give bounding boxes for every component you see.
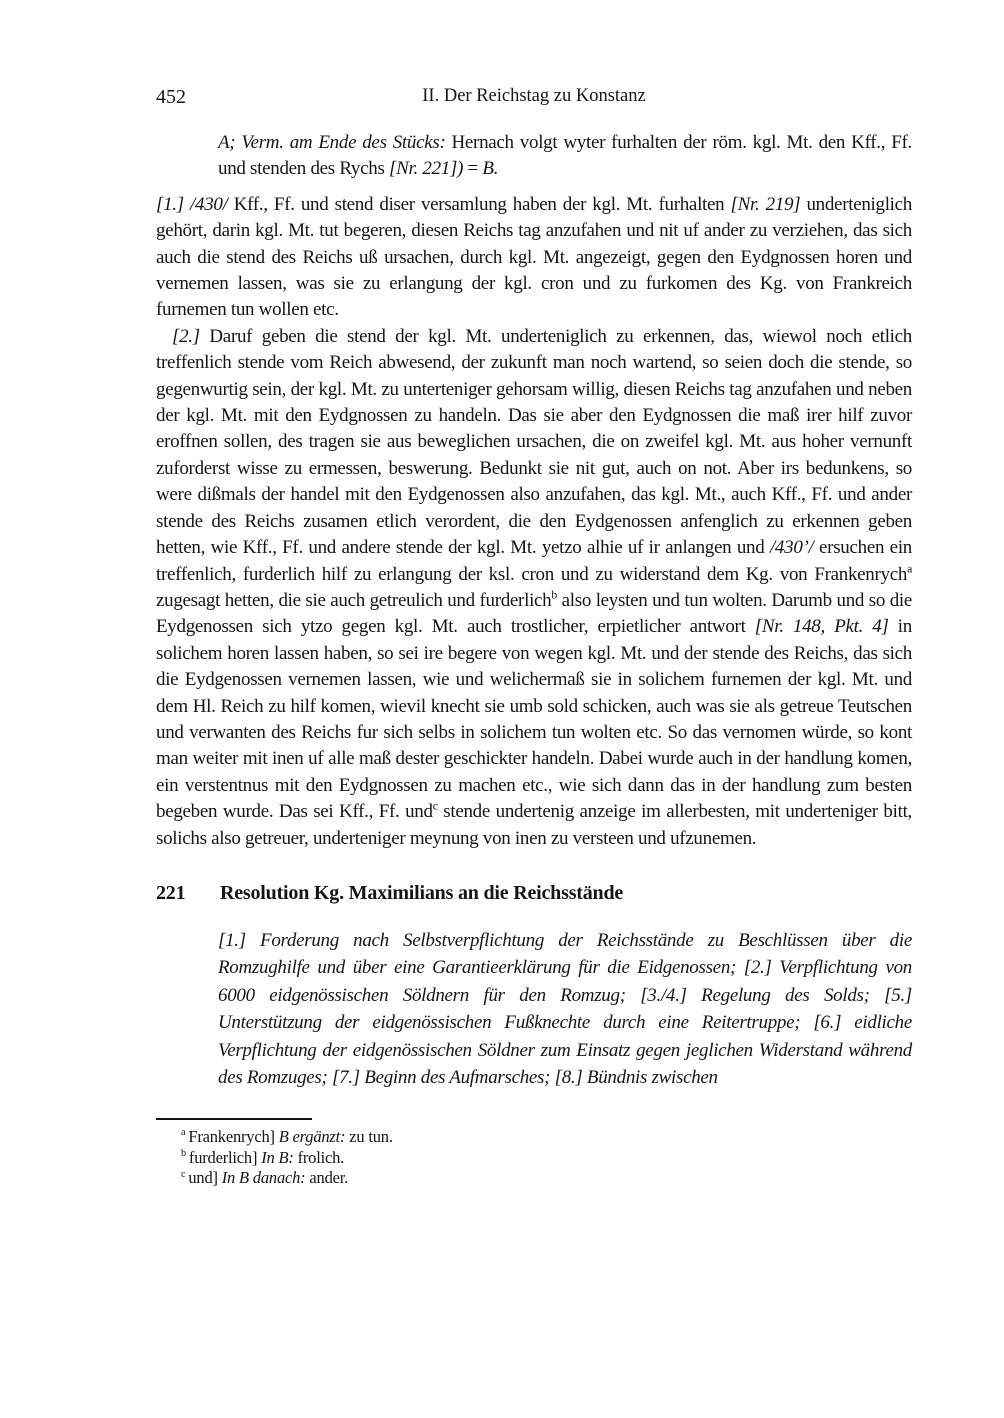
footnote-text-b: furderlich] In B: frolich. [188,1147,345,1167]
page-number: 452 [156,86,186,108]
footnote-c [156,1168,912,1189]
footnote-text-c: und] In B danach: ander. [188,1168,349,1188]
footnote-mark-b: b [181,1148,186,1160]
section-summary: [1.] Forderung nach Selbstverpflichtung der Reichsstände zu Beschlüssen über die Romzughilfe und über eine Garantieerklärung für die Eidgenossen; [2.] Verpflichtung von 6000 eidgenössischen Söldnern für den Romzug; [3./4.] Regelung des Solds; [5.] Unterstützung der eidgenössischen Fußknechte durch eine Reitertruppe; [6.] eidliche Verpflichtung der eidgenössischen Söldner zum Einsatz gegen jeglichen Widerstand während des Romzuges; [7.] Beginn des Aufmarsches; [8.] Bündnis zwischen [218,929,912,1089]
footnote-mark-c: c [181,1168,186,1180]
footnote-separator [156,1118,312,1120]
section-number: 221 [156,881,186,904]
footnote-b [156,1148,912,1169]
section-heading [156,882,912,905]
running-head: II. Der Reichstag zu Konstanz [422,86,646,106]
paragraph-2: [2.] Daruf geben die stend der kgl. Mt. underteniglich zu erkennen, das, wiewol noch etlich treffenlich stende vom Reich abwesend, der zukunft man noch wartend, so seien doch die stende, so gegenwurtig sein, der kgl. Mt. zu unterteniger gehorsam willig, diesen Reichs tag anzufahen und neben der kgl. Mt. mit den Eydgnossen zu handeln. Das sie aber den Eydgnossen die maß irer hilf zuvor eroffnen sollen, des tragen sie aus beweglichen ursachen, die on zweifel kgl. Mt. aus hoher vernunft zuforderst wisse zu ermessen, beswerung. Bedunkt sie nit gut, auch on not. Aber irs bedunkens, so were dißmals der handel mit den Eydgenossen also anzufahen, das kgl. Mt., auch Kff., Ff. und ander stende des Reichs zusamen etlich verordent, die den Eydgenossen anfenglich zu erkennen geben hetten, wie Kff., Ff. und andere stende der kgl. Mt. yetzo alhie uf ir anlangen und /430’/ ersuchen ein treffenlich, furderlich hilf zu erlangung der ksl. cron und zu widerstand dem Kg. von Frankenrych$^a$ zugesagt hetten, die sie auch getreulich und furderlich$^b$ also leysten und tun wolten. Darumb und so die Eydgenossen sich ytzo gegen kgl. Mt. auch trostlicher, erpietlicher antwort [Nr. 148, Pkt. 4] in solichem horen lassen haben, so sei ire begere von wegen kgl. Mt. und der stende des Reichs, das sich die Eydgenossen vernemen lassen, wie und welichermaß sie in solichem furnemen der kgl. Mt. und dem Hl. Reich zu hilf komen, wievil knecht sie umb sold schicken, auch was sie als getreue Teutschen und verwanten des Reichs fur sich selbs in solichem tun wolten etc. So das vernomen würde, so kont man weiter mit inen uf alle maß dester geschickter handeln. Dabei wurde auch in der handlung komen, ein verstentnus mit den Eydgnossen zu machen etc., wie sich dann das in der handlung zum besten begeben wurde. Das sei Kff., Ff. und$^c$ stende undertenig anzeige im allerbesten, mit underteniger bitt, solichs also getreuer, underteniger meynung von inen zu versteen und ufzunemen. [156,325,913,849]
footnote-a [156,1127,912,1148]
footnotes-block [156,1118,912,1189]
footnote-text-a: Frankenrych] B ergänzt: zu tun. [188,1126,393,1146]
section-title: Resolution Kg. Maximilians an die Reichsstände [220,881,624,904]
paragraph-1: [1.] /430/ Kff., Ff. und stend diser versamlung haben der kgl. Mt. furhalten [Nr. 219] underteniglich gehört, darin kgl. Mt. tut begeren, diesen Reichs tag anzufahen und nit uf ander zu verziehen, das sich auch die stend des Reichs uß ursachen, durch kgl. Mt. angezeigt, gegen den Eydgnossen horen und vernemen lassen, was sie zu erlangung der kgl. cron und zu furkomen des Kg. von Frankreich furnemen tun wollen etc. [156,193,912,321]
footnote-mark-a: a [181,1127,186,1139]
source-note: A; Verm. am Ende des Stücks: Hernach volgt wyter furhalten der röm. kgl. Mt. den Kff., Ff. und stenden des Rychs [Nr. 221]) = B. [218,132,912,180]
page-header [156,86,912,110]
